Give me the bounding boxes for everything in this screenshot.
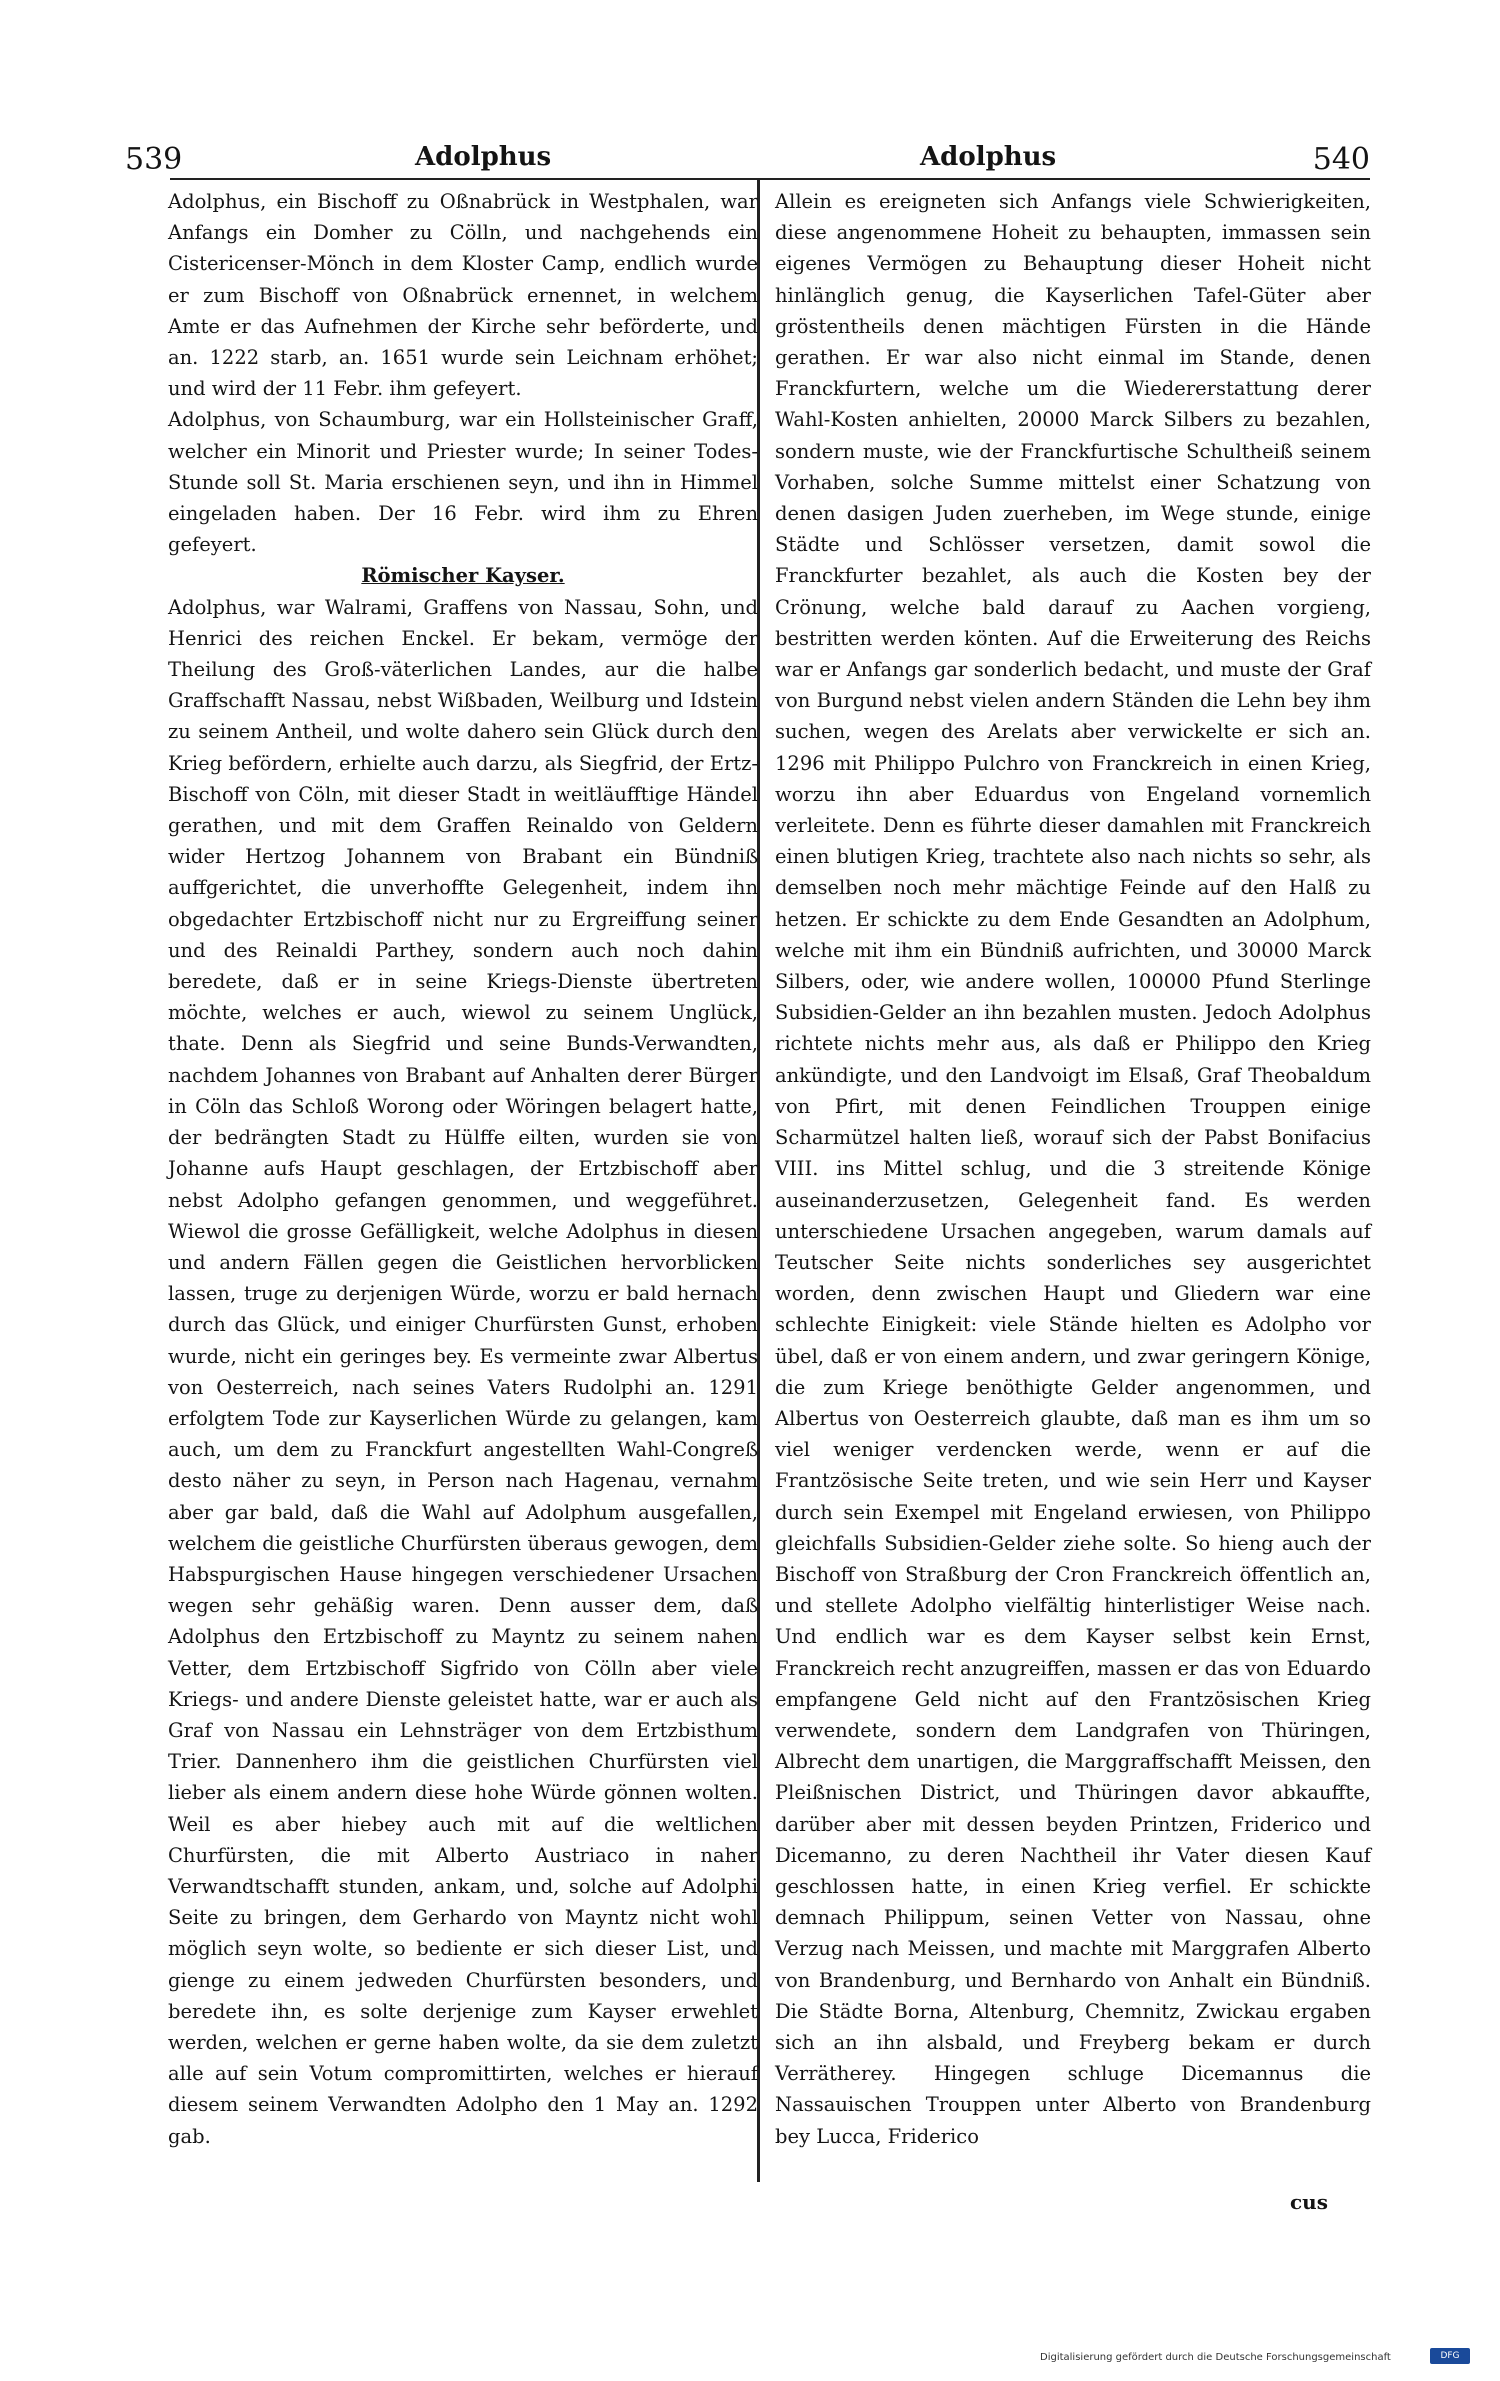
entry-adolphus-kaiser: Adolphus, war Walrami, Graffens von Nassau, Sohn, und Henrici des reichen Enckel. Er bekam, vermöge der Theilung des Groß-väterlichen Landes, aur die halbe Graffschafft Nassau, nebst Wißbaden, Weilburg und Idstein zu seinem Antheil, und wolte dahero sein Glück durch den Krieg befördern, erhielte auch darzu, als Siegfrid, der Ertz-Bischoff von Cöln, mit dieser Stadt in weitläufftige Händel gerathen, und mit dem Graffen Reinaldo von Geldern wider Hertzog Johannem von Brabant ein Bündniß auffgerichtet, die unverhoffte Gelegenheit, indem ihn obgedachter Ertzbischoff nicht nur zu Ergreiffung seiner und des Reinaldi Parthey, sondern auch noch dahin beredete, daß er in seine Kriegs-Dienste übertreten möchte, welches er auch, wiewol zu seinem Unglück, thate. Denn als Siegfrid und seine Bunds-Verwandten, nachdem Johannes von Brabant auf Anhalten derer Bürger in Cöln das Schloß Worong oder Wöringen belagert hatte, der bedrängten Stadt zu Hülffe eilten, wurden sie von Johanne aufs Haupt geschlagen, der Ertzbischoff aber nebst Adolpho gefangen genommen, und weggeführet. Wiewol die grosse Gefälligkeit, welche Adolphus in diesen und andern Fällen gegen die Geistlichen hervorblicken lassen, truge zu derjenigen Würde, worzu er bald hernach durch das Glück, und einiger Churfürsten Gunst, erhoben wurde, nicht ein geringes bey. Es vermeinte zwar Albertus von Oesterreich, nach seines Vaters Rudolphi an. 1291 erfolgtem Tode zur Kayserlichen Würde zu gelangen, kam auch, um dem zu Franckfurt angestellten Wahl-Congreß desto näher zu seyn, in Person nach Hagenau, vernahm aber gar bald, daß die Wahl auf Adolphum ausgefallen, welchem die geistliche Churfürsten überaus gewogen, dem Habspurgischen Hause hingegen verschiedener Ursachen wegen sehr gehäßig waren. Denn ausser dem, daß Adolphus den Ertzbischoff zu Mayntz zu seinem nahen Vetter, dem Ertzbischoff Sigfrido von Cölln aber viele Kriegs- und andere Dienste geleistet hatte, war er auch als Graf von Nassau ein Lehnsträger von dem Ertzbisthum Trier. Dannenhero ihm die geistlichen Churfürsten viel lieber als einem andern diese hohe Würde gönnen wolten. Weil es aber hiebey auch mit auf die weltlichen Churfürsten, die mit Alberto Austriaco in naher Verwandtschafft stunden, ankam, und, solche auf Adolphi Seite zu bringen, dem Gerhardo von Mayntz nicht wohl möglich seyn wolte, so bediente er sich dieser List, und gienge zu einem jedweden Churfürsten besonders, und beredete ihn, es solte derjenige zum Kayser erwehlet werden, welchen er gerne haben wolte, da sie dem zuletzt alle auf sein Votum compromittirten, welches er hierauf diesem seinem Verwandten Adolpho den 1 May an. 1292 gab. (168, 595, 758, 2148)
page-header (125, 138, 1370, 188)
dfg-logo: DFG (1430, 2348, 1470, 2364)
digitization-credit: Digitalisierung gefördert durch die Deutsche Forschungsgemeinschaft (1040, 2352, 1391, 2363)
running-head-left: Adolphus (415, 142, 552, 172)
section-heading: Römischer Kayser. (361, 564, 565, 588)
left-column (168, 186, 758, 2152)
entry-adolphus-osnabrueck: Adolphus, ein Bischoff zu Oßnabrück in Westphalen, war Anfangs ein Domher zu Cölln, und nachgehends ein Cistericenser-Mönch in dem Kloster Camp, endlich wurde er zum Bischoff von Oßnabrück ernennet, in welchem Amte er das Aufnehmen der Kirche sehr beförderte, und an. 1222 starb, an. 1651 wurde sein Leichnam erhöhet; und wird der 11 Febr. ihm gefeyert. (168, 190, 758, 401)
running-head-right: Adolphus (920, 142, 1057, 172)
entry-adolphus-kaiser-continued: Allein es ereigneten sich Anfangs viele Schwierigkeiten, diese angenommene Hoheit zu behaupten, immassen sein eigenes Vermögen zu Behauptung dieser Hoheit nicht hinlänglich genug, die Kayserlichen Tafel-Güter aber gröstentheils denen mächtigen Fürsten in die Hände gerathen. Er war also nicht einmal im Stande, denen Franckfurtern, welche um die Wiedererstattung derer Wahl-Kosten anhielten, 20000 Marck Silbers zu bezahlen, sondern muste, wie der Franckfurtische Schultheiß seinem Vorhaben, solche Summe mittelst einer Schatzung von denen dasigen Juden zuerheben, im Wege stunde, einige Städte und Schlösser versetzen, damit sowol die Franckfurter bezahlet, als auch die Kosten bey der Crönung, welche bald darauf zu Aachen vorgieng, bestritten werden könten. Auf die Erweiterung des Reichs war er Anfangs gar sonderlich bedacht, und muste der Graf von Burgund nebst vielen andern Ständen die Lehn bey ihm suchen, wegen des Arelats aber verwickelte er sich an. 1296 mit Philippo Pulchro von Franckreich in einen Krieg, worzu ihn aber Eduardus von Engeland vornemlich verleitete. Denn es führte dieser damahlen mit Franckreich einen blutigen Krieg, trachtete also nach nichts so sehr, als demselben noch mehr mächtige Feinde auf den Halß zu hetzen. Er schickte zu dem Ende Gesandten an Adolphum, welche mit ihm ein Bündniß aufrichten, und 30000 Marck Silbers, oder, wie andere wollen, 100000 Pfund Sterlinge Subsidien-Gelder an ihn bezahlen musten. Jedoch Adolphus richtete nichts mehr aus, als daß er Philippo den Krieg ankündigte, und den Landvoigt im Elsaß, Graf Theobaldum von Pfirt, mit denen Feindlichen Trouppen einige Scharmützel halten ließ, worauf sich der Pabst Bonifacius VIII. ins Mittel schlug, und die 3 streitende Könige auseinanderzusetzen, Gelegenheit fand. Es werden unterschiedene Ursachen angegeben, warum damals auf Teutscher Seite nichts sonderliches sey ausgerichtet worden, denn zwischen Haupt und Gliedern war eine schlechte Einigkeit: viele Stände hielten es Adolpho vor übel, daß er von einem andern, und zwar geringern Könige, die zum Kriege benöthigte Gelder angenommen, und Albertus von Oesterreich glaubte, daß man es ihm um so viel weniger verdencken werde, wenn er auf die Frantzösische Seite treten, und wie sein Herr und Kayser durch sein Exempel mit Engeland erwiesen, von Philippo gleichfalls Subsidien-Gelder ziehe solte. So hieng auch der Bischoff von Straßburg der Cron Franckreich öffentlich an, und stellete Adolpho vielfältig hinterlistiger Weise nach. Und endlich war es dem Kayser selbst kein Ernst, Franckreich recht anzugreiffen, massen er das von Eduardo empfangene Geld nicht auf den Frantzösischen Krieg verwendete, sondern dem Landgrafen von Thüringen, Albrecht dem unartigen, die Marggraffschafft Meissen, den Pleißnischen District, und Thüringen davor abkauffte, darüber aber mit dessen beyden Printzen, Friderico und Dicemanno, zu deren Nachtheil ihr Vater diesen Kauf geschlossen hatte, in einen Krieg verfiel. Er schickte demnach Philippum, seinen Vetter von Nassau, ohne Verzug nach Meissen, und machte mit Marggrafen Alberto von Brandenburg, und Bernhardo von Anhalt ein Bündniß. Die Städte Borna, Altenburg, Chemnitz, Zwickau ergaben sich an ihn alsbald, und Freyberg bekam er durch Verrätherey. Hingegen schluge Dicemannus die Nassauischen Trouppen unter Alberto von Brandenburg bey Lucca, Friderico (775, 190, 1371, 2148)
catchword: cus (1290, 2190, 1328, 2214)
page-number-right: 540 (1312, 142, 1370, 177)
header-rule (170, 178, 1370, 180)
right-column (775, 186, 1371, 2152)
page-number-left: 539 (125, 142, 183, 177)
entry-adolphus-schaumburg: Adolphus, von Schaumburg, war ein Hollsteinischer Graff, welcher ein Minorit und Priester wurde; In seiner Todes-Stunde soll St. Maria erschienen seyn, und ihn in Himmel eingeladen haben. Der 16 Febr. wird ihm zu Ehren gefeyert. (168, 408, 758, 557)
